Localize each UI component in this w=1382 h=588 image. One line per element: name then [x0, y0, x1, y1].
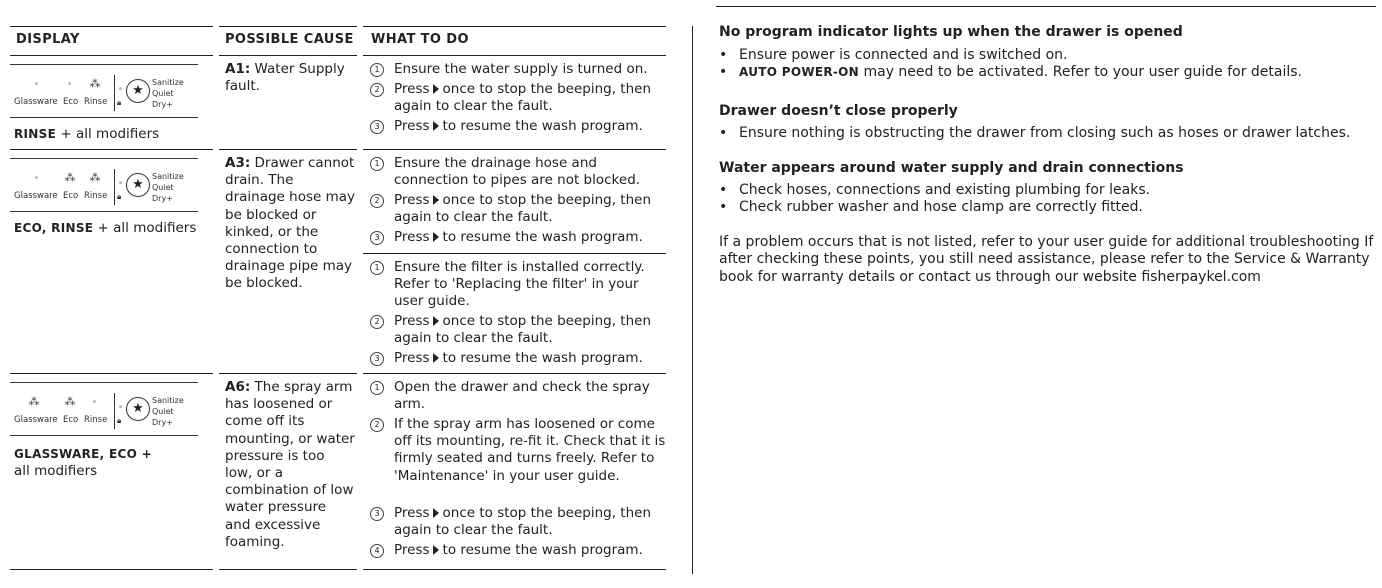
- row-rule: [10, 569, 213, 570]
- list-item: • AUTO POWER-ON may need to be activated. Refer to your user guide for details.: [719, 64, 1303, 80]
- step: 1 Ensure the filter is installed correctly. Refer to 'Replacing the filter' in your user guide.: [370, 259, 666, 311]
- modifier-sanitize: Sanitize: [152, 172, 184, 181]
- modifier-quiet: Quiet: [152, 183, 174, 192]
- indicator-flashing-icon: ⁂: [64, 395, 76, 408]
- step: 1 Open the drawer and check the spray arm.: [370, 379, 666, 413]
- row-rule: [10, 149, 213, 150]
- indicator-off: [119, 405, 122, 408]
- list-item: • Check hoses, connections and existing plumbing for leaks.: [719, 182, 1151, 198]
- top-rule: [716, 6, 1376, 7]
- step: 3 Press to resume the wash program.: [370, 350, 666, 367]
- step: 2 Press once to stop the beeping, then again to clear the fault.: [370, 81, 666, 115]
- play-icon: [433, 316, 439, 326]
- column-divider: [692, 26, 693, 574]
- row-rule: [363, 149, 666, 150]
- panel-label-eco: Eco: [63, 191, 79, 201]
- indicator-off: [119, 87, 122, 90]
- list-item: • Ensure power is connected and is switched on.: [719, 47, 1068, 63]
- step: 2 If the spray arm has loosened or come off its mounting, re-fit it. Check that it is firmly seated and turns freely. Refer to 'Maintenance' in your user guide.: [370, 416, 666, 485]
- modifier-list: [152, 395, 184, 428]
- panel-label-rinse: Rinse: [84, 415, 108, 425]
- panel-label-eco: Eco: [63, 415, 79, 425]
- indicator-off: [35, 176, 38, 179]
- indicator-flashing-icon: ⁂: [28, 395, 40, 408]
- control-panel-display: [10, 158, 198, 212]
- star-button-icon: ★: [126, 79, 150, 103]
- play-icon: [433, 508, 439, 518]
- header-bottom-rule: [363, 55, 666, 56]
- modifier-list: [152, 171, 184, 204]
- header-bottom-rule: [219, 55, 357, 56]
- indicator-flashing-icon: ⁂: [89, 77, 101, 90]
- panel-separator: [114, 393, 115, 429]
- panel-label-glassware: Glassware: [14, 415, 58, 425]
- play-icon: [433, 195, 439, 205]
- star-button-icon: ★: [126, 173, 150, 197]
- step: 1 Ensure the drainage hose and connection to pipes are not blocked.: [370, 155, 666, 189]
- step: 3 Press to resume the wash program.: [370, 118, 666, 135]
- header-display: DISPLAY: [16, 32, 80, 47]
- step: 3 Press to resume the wash program.: [370, 229, 666, 246]
- section-title: Water appears around water supply and drain connections: [719, 160, 1184, 176]
- control-panel-display: [10, 382, 198, 436]
- modifier-sanitize: Sanitize: [152, 78, 184, 87]
- panel-separator: [114, 75, 115, 111]
- play-icon: [433, 353, 439, 363]
- panel-label-rinse: Rinse: [84, 191, 108, 201]
- step: 2 Press once to stop the beeping, then again to clear the fault.: [370, 192, 666, 226]
- control-panel-display: [10, 64, 198, 118]
- row-rule: [219, 373, 357, 374]
- indicator-off: [119, 181, 122, 184]
- header-bottom-rule: [10, 55, 213, 56]
- modifier-sanitize: Sanitize: [152, 396, 184, 405]
- row-rule: [219, 569, 357, 570]
- cause-text: A1: Water Supply fault.: [225, 61, 345, 95]
- list-item: • Check rubber washer and hose clamp are correctly fitted.: [719, 199, 1143, 215]
- step: 1 Ensure the water supply is turned on.: [370, 61, 666, 78]
- star-button-icon: ★: [126, 397, 150, 421]
- row-rule: [363, 569, 666, 570]
- step: 4 Press to resume the wash program.: [370, 542, 666, 559]
- lock-icon: 🔒︎: [117, 416, 122, 425]
- header-cause: POSSIBLE CAUSE: [225, 32, 354, 47]
- modifier-dry: Dry+: [152, 418, 173, 427]
- cause-text: A6: The spray arm has loosened or come off its mounting, or water pressure is too low, or a combination of low water pressure and excessive foaming.: [225, 379, 355, 550]
- panel-label-eco: Eco: [63, 97, 79, 107]
- row-rule: [363, 373, 666, 374]
- header-todo: WHAT TO DO: [371, 32, 469, 47]
- panel-separator: [114, 169, 115, 205]
- section-title: No program indicator lights up when the drawer is opened: [719, 24, 1183, 40]
- panel-label-glassware: Glassware: [14, 191, 58, 201]
- lock-icon: 🔒︎: [117, 192, 122, 201]
- panel-label-rinse: Rinse: [84, 97, 108, 107]
- header-rule-display: [10, 26, 213, 27]
- modifier-quiet: Quiet: [152, 407, 174, 416]
- cause-text: A3: Drawer cannot drain. The drainage hose may be blocked or kinked, or the connection to drainage pipe may be blocked.: [225, 155, 355, 292]
- row-rule: [219, 149, 357, 150]
- indicator-flashing-icon: ⁂: [89, 171, 101, 184]
- step: 2 Press once to stop the beeping, then again to clear the fault.: [370, 313, 666, 347]
- play-icon: [433, 121, 439, 131]
- modifier-quiet: Quiet: [152, 89, 174, 98]
- indicator-flashing-icon: ⁂: [64, 171, 76, 184]
- row-rule: [10, 373, 213, 374]
- modifier-dry: Dry+: [152, 194, 173, 203]
- footer-note: If a problem occurs that is not listed, refer to your user guide for additional troubleshooting If after checking these points, you still need assistance, please refer to the Service & Warranty book for warranty details or contact us through our website fisherpaykel.com: [719, 234, 1374, 285]
- header-rule-cause: [219, 26, 357, 27]
- list-item: • Ensure nothing is obstructing the drawer from closing such as hoses or drawer latches.: [719, 125, 1351, 141]
- sub-row-rule: [363, 253, 666, 254]
- lock-icon: 🔒︎: [117, 98, 122, 107]
- display-caption: GLASSWARE, ECO + all modifiers: [14, 447, 152, 480]
- header-rule-todo: [363, 26, 666, 27]
- indicator-off: [93, 400, 96, 403]
- step: 3 Press once to stop the beeping, then again to clear the fault.: [370, 505, 666, 539]
- section-title: Drawer doesn’t close properly: [719, 103, 958, 119]
- display-caption: RINSE + all modifiers: [14, 126, 160, 142]
- modifier-dry: Dry+: [152, 100, 173, 109]
- play-icon: [433, 84, 439, 94]
- play-icon: [433, 232, 439, 242]
- indicator-off: [35, 82, 38, 85]
- panel-label-glassware: Glassware: [14, 97, 58, 107]
- play-icon: [433, 545, 439, 555]
- modifier-list: [152, 77, 184, 110]
- indicator-off: [68, 82, 71, 85]
- display-caption: ECO, RINSE + all modifiers: [14, 220, 197, 236]
